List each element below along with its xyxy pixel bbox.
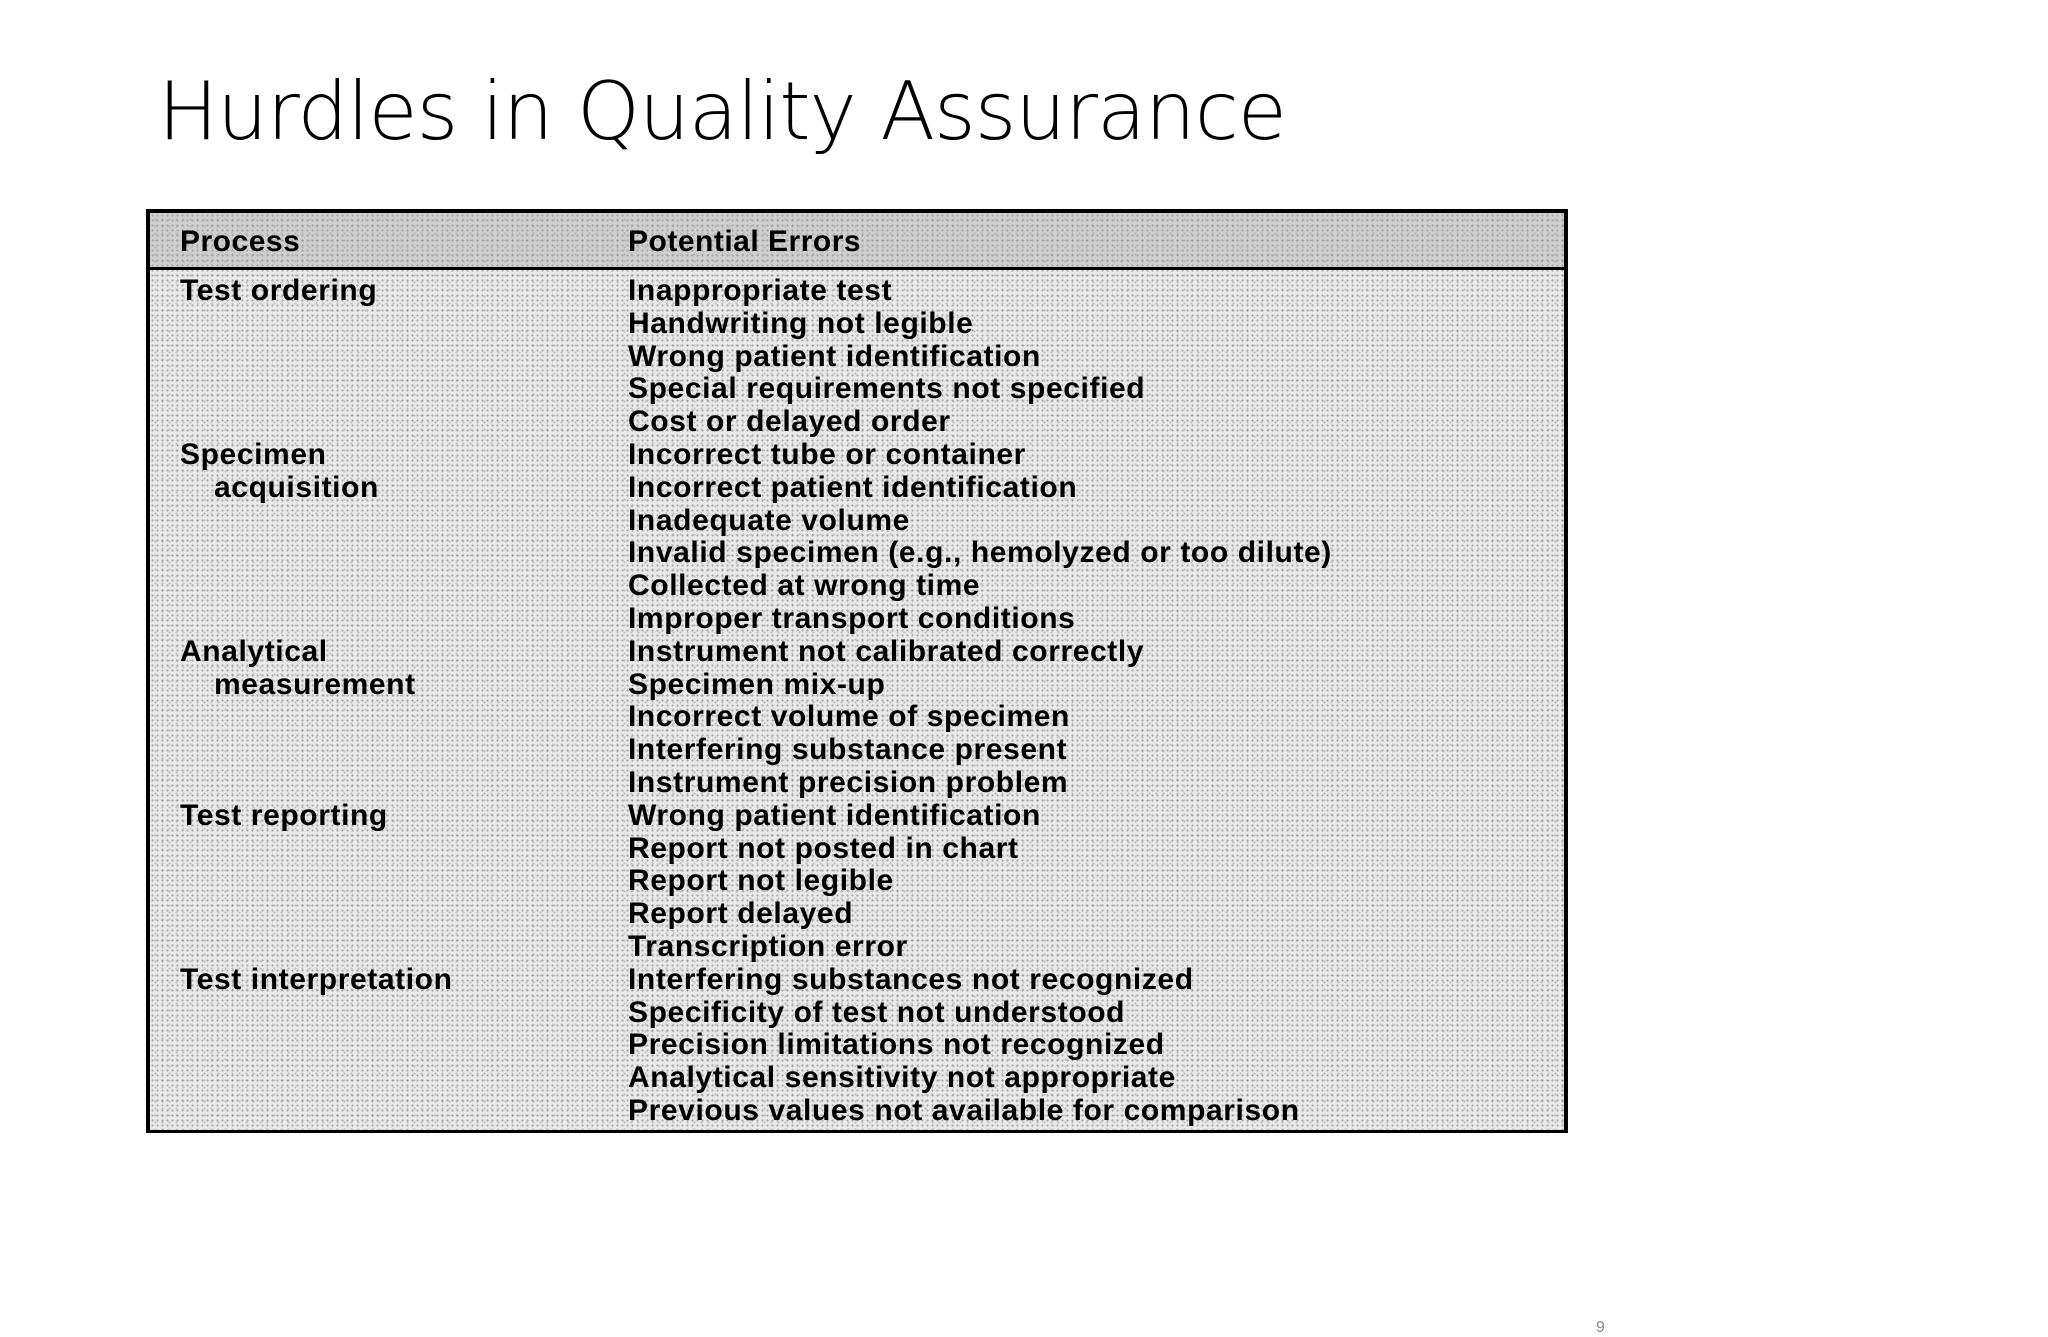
potential-error-item: Specimen mix-up [628, 667, 886, 701]
potential-error-item: Report not posted in chart [628, 831, 1019, 865]
process-label: acquisition [214, 470, 379, 504]
potential-error-item: Instrument precision problem [628, 765, 1069, 799]
potential-error-item: Previous values not available for comparison [628, 1093, 1300, 1127]
process-column-header: Process [180, 225, 301, 258]
process-label: Analytical [180, 634, 328, 668]
potential-errors-column [628, 275, 1548, 1128]
potential-error-item: Handwriting not legible [628, 306, 974, 340]
process-cell [180, 964, 610, 997]
slide-title: Hurdles in Quality Assurance [158, 65, 1286, 158]
process-label: Specimen [180, 438, 327, 471]
table-header-row [150, 213, 1564, 270]
potential-errors-column-header: Potential Errors [628, 225, 862, 258]
potential-error-item: Improper transport conditions [628, 601, 1076, 635]
potential-error-item: Inadequate volume [628, 503, 910, 537]
process-label: Test reporting [180, 798, 388, 832]
potential-error-item: Wrong patient identification [628, 798, 1041, 832]
potential-error-item: Analytical sensitivity not appropriate [628, 1061, 1176, 1095]
potential-error-item: Collected at wrong time [628, 569, 981, 603]
potential-error-item: Report not legible [628, 864, 894, 898]
potential-error-item: Report delayed [628, 897, 854, 931]
potential-error-item: Incorrect tube or container [628, 437, 1026, 471]
potential-error-item: Instrument not calibrated correctly [628, 634, 1145, 668]
process-cell [180, 439, 610, 505]
errors-table [146, 209, 1605, 1336]
potential-error-item: Specificity of test not understood [628, 995, 1126, 1029]
process-cell [180, 800, 610, 833]
slide-number: 9 [1596, 1319, 1605, 1336]
potential-error-item: Precision limitations not recognized [628, 1028, 1165, 1062]
potential-error-item: Inappropriate test [628, 274, 893, 307]
potential-error-item: Interfering substances not recognized [628, 962, 1194, 996]
potential-error-item: Wrong patient identification [628, 339, 1041, 373]
potential-error-item: Incorrect patient identification [628, 470, 1078, 504]
potential-error-item: Invalid specimen (e.g., hemolyzed or too dilute) [628, 536, 1332, 570]
potential-error-item: Interfering substance present [628, 733, 1068, 767]
potential-error-item: Special requirements not specified [628, 372, 1146, 406]
process-cell [180, 275, 610, 308]
potential-error-item: Transcription error [628, 929, 908, 963]
potential-error-item: Incorrect volume of specimen [628, 700, 1070, 734]
process-label: Test ordering [180, 274, 378, 307]
process-label: Test interpretation [180, 962, 453, 996]
process-label: measurement [214, 667, 416, 701]
potential-error-item: Cost or delayed order [628, 405, 951, 439]
process-cell [180, 636, 610, 702]
